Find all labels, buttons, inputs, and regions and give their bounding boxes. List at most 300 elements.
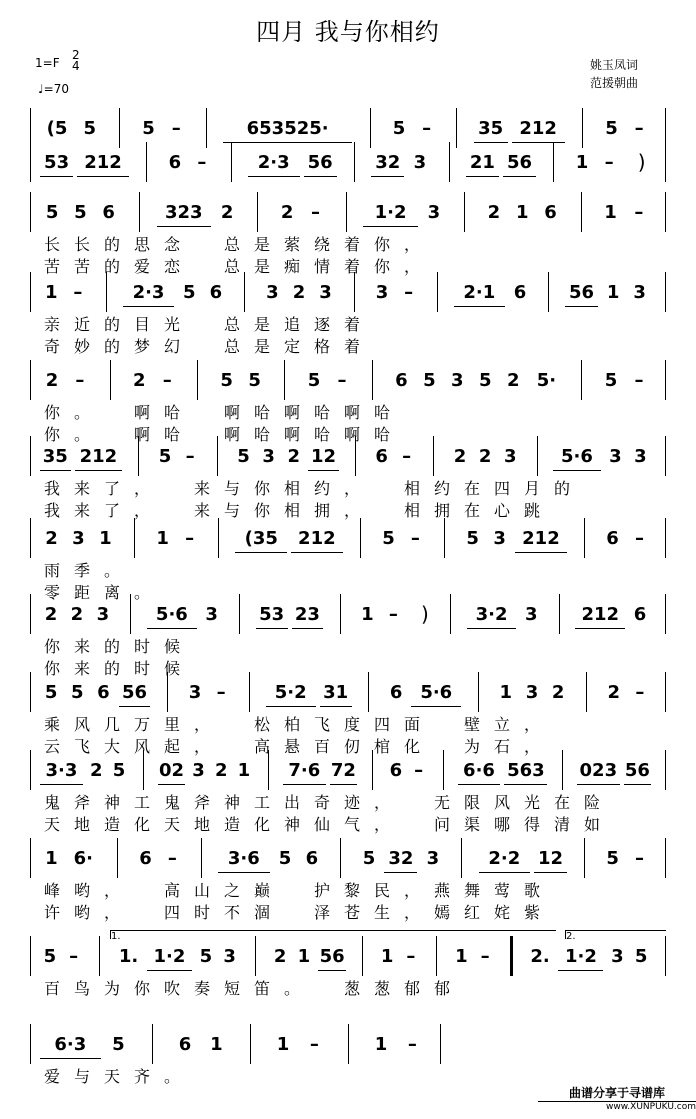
note-group: 5 bbox=[70, 682, 84, 703]
note-group: 1 bbox=[99, 528, 112, 549]
note-group: 3 bbox=[525, 682, 539, 703]
lyric-char: 的 bbox=[103, 659, 120, 678]
barline bbox=[206, 108, 207, 148]
note-group: 5 bbox=[423, 370, 436, 391]
note-group: 5 bbox=[43, 946, 57, 967]
barline bbox=[461, 838, 462, 878]
beam-underline bbox=[157, 226, 211, 227]
lyric-char: ， bbox=[343, 501, 360, 520]
note-group: 2 bbox=[220, 202, 234, 223]
lyric-char: 是 bbox=[253, 235, 270, 254]
note-group: 6 bbox=[633, 604, 647, 625]
barline bbox=[436, 936, 437, 976]
barline bbox=[134, 518, 135, 558]
note-group: – bbox=[635, 528, 644, 549]
beam-underline bbox=[466, 176, 499, 177]
lyric-char: 哈 bbox=[313, 403, 330, 422]
lyric-char: 的 bbox=[103, 257, 120, 276]
lyric-char: ， bbox=[373, 793, 390, 812]
note-group: 3 bbox=[493, 528, 506, 549]
note-group: 1 bbox=[237, 760, 251, 781]
lyric-char: 百 bbox=[313, 737, 330, 756]
lyric-char: 啊 bbox=[133, 403, 150, 422]
song-title: 四月 我与你相约 bbox=[256, 18, 440, 46]
barline bbox=[201, 838, 202, 878]
lyric-line-2 bbox=[0, 334, 696, 356]
lyric-char: 距 bbox=[73, 583, 90, 602]
barline bbox=[582, 108, 583, 148]
barline bbox=[372, 750, 373, 790]
lyric-line-1 bbox=[0, 232, 696, 254]
barline bbox=[355, 436, 356, 476]
lyric-char: 来 bbox=[73, 479, 90, 498]
lyric-char: ， bbox=[523, 715, 540, 734]
lyric-char: 葱 bbox=[343, 979, 360, 998]
note-group: 6 bbox=[102, 202, 115, 223]
time-signature bbox=[72, 50, 80, 72]
note-group: 23 bbox=[294, 604, 320, 625]
lyric-char: 山 bbox=[193, 881, 210, 900]
barline bbox=[250, 1024, 251, 1064]
barline bbox=[665, 360, 666, 400]
lyric-char: 幻 bbox=[163, 337, 180, 356]
lyric-char: 长 bbox=[73, 235, 90, 254]
lyric-char: 短 bbox=[223, 979, 240, 998]
note-group: 7·6 bbox=[288, 760, 321, 781]
lyric-char: 你 bbox=[43, 403, 60, 422]
lyric-char: ， bbox=[403, 881, 420, 900]
lyric-char: 你 bbox=[253, 501, 270, 520]
beam-underline bbox=[512, 142, 565, 143]
note-group: 6 bbox=[389, 760, 403, 781]
beam-underline bbox=[291, 552, 343, 553]
lyric-char: 是 bbox=[253, 337, 270, 356]
barline bbox=[340, 838, 341, 878]
note-group: 3·6 bbox=[227, 848, 260, 869]
lyric-char: ， bbox=[403, 257, 420, 276]
beam-underline bbox=[256, 628, 288, 629]
note-group: 6· bbox=[73, 848, 94, 869]
barline bbox=[433, 436, 434, 476]
note-group: 6 bbox=[513, 282, 527, 303]
lyric-char: 柏 bbox=[283, 715, 300, 734]
lyric-char: 不 bbox=[223, 903, 240, 922]
note-group: 1. bbox=[118, 946, 139, 967]
lyric-char: 里 bbox=[163, 715, 180, 734]
lyric-char: 心 bbox=[493, 501, 510, 520]
note-group: 5 bbox=[112, 1034, 125, 1055]
note-group: – bbox=[406, 946, 416, 967]
barline bbox=[30, 672, 31, 712]
lyric-char: 仞 bbox=[343, 737, 360, 756]
note-group: – bbox=[410, 528, 420, 549]
lyric-line-1 bbox=[0, 558, 696, 580]
barline bbox=[30, 750, 31, 790]
lyric-line-2 bbox=[0, 812, 696, 834]
note-group: 2 bbox=[45, 528, 58, 549]
lyric-char: 苦 bbox=[43, 257, 60, 276]
barline bbox=[197, 360, 198, 400]
beam-underline bbox=[320, 706, 352, 707]
lyric-char: 候 bbox=[163, 637, 180, 656]
note-group: (5 bbox=[46, 118, 68, 139]
lyric-char: 啊 bbox=[343, 403, 360, 422]
lyric-char: 乘 bbox=[43, 715, 60, 734]
note-group: 2. bbox=[530, 946, 550, 967]
lyric-char: 着 bbox=[343, 337, 360, 356]
lyric-char: ， bbox=[373, 815, 390, 834]
lyric-char: 无 bbox=[433, 793, 450, 812]
beam-underline bbox=[330, 784, 357, 785]
lyric-line-2 bbox=[0, 422, 696, 444]
lyric-char: 相 bbox=[283, 501, 300, 520]
note-group: – bbox=[422, 118, 432, 139]
lyric-char: 梦 bbox=[133, 337, 150, 356]
note-group: 21 bbox=[469, 152, 495, 173]
barline bbox=[665, 838, 666, 878]
note-group: 5 bbox=[44, 682, 58, 703]
lyric-char: 巅 bbox=[253, 881, 270, 900]
lyric-char: 郁 bbox=[403, 979, 420, 998]
barline bbox=[138, 436, 139, 476]
lyric-line-2 bbox=[0, 656, 696, 678]
note-group: – bbox=[634, 118, 644, 139]
barline bbox=[437, 272, 438, 312]
barline bbox=[30, 838, 31, 878]
note-group: 35 bbox=[42, 446, 68, 467]
notation-row bbox=[0, 946, 696, 970]
lyric-char: ， bbox=[403, 903, 420, 922]
lyric-line-1 bbox=[0, 312, 696, 334]
note-group: 5 bbox=[604, 370, 618, 391]
note-group: 2 bbox=[280, 202, 294, 223]
lyric-char: 约 bbox=[433, 479, 450, 498]
note-group: 1 bbox=[455, 946, 468, 967]
note-group: 212 bbox=[519, 118, 557, 139]
lyric-char: 你 bbox=[253, 479, 270, 498]
lyric-char: 棺 bbox=[373, 737, 390, 756]
barline bbox=[30, 360, 31, 400]
beam-underline bbox=[77, 176, 129, 177]
note-group: 2 bbox=[45, 370, 59, 391]
beam-underline bbox=[318, 970, 347, 971]
note-group: 3 bbox=[426, 848, 440, 869]
barline bbox=[370, 108, 371, 148]
lyric-char: 工 bbox=[253, 793, 270, 812]
lyric-char: 定 bbox=[283, 337, 300, 356]
note-group: 3·3 bbox=[45, 760, 78, 781]
lyric-char: 松 bbox=[253, 715, 270, 734]
beam-underline bbox=[147, 970, 192, 971]
lyric-char: 情 bbox=[313, 257, 330, 276]
lyric-char: 的 bbox=[103, 315, 120, 334]
lyric-char: ， bbox=[193, 715, 210, 734]
notation-row bbox=[0, 528, 696, 552]
footer-site-name: 曲谱分享于寻谱库 bbox=[568, 1086, 665, 1100]
notation-row bbox=[0, 682, 696, 706]
lyric-char: 气 bbox=[343, 815, 360, 834]
barline bbox=[231, 142, 232, 182]
barline bbox=[456, 108, 457, 148]
barline bbox=[30, 192, 31, 232]
lyric-line-1 bbox=[0, 476, 696, 498]
note-group: 6 bbox=[389, 682, 403, 703]
beam-underline bbox=[575, 628, 625, 629]
note-group: 2 bbox=[273, 946, 287, 967]
lyric-char: 约 bbox=[313, 479, 330, 498]
lyric-char: 舞 bbox=[463, 881, 480, 900]
barline bbox=[537, 436, 538, 476]
lyric-line-2 bbox=[0, 254, 696, 276]
tempo-value: =70 bbox=[43, 82, 69, 96]
lyric-char: 仙 bbox=[313, 815, 330, 834]
note-group: 5 bbox=[382, 528, 395, 549]
note-group: 5 bbox=[634, 946, 648, 967]
beam-underline bbox=[158, 784, 185, 785]
lyric-char: 我 bbox=[43, 479, 60, 498]
beam-underline bbox=[147, 628, 197, 629]
lyric-char: 逐 bbox=[313, 315, 330, 334]
beam-underline bbox=[371, 176, 404, 177]
note-group: 5 bbox=[392, 118, 406, 139]
lyric-char: 迹 bbox=[343, 793, 360, 812]
notation-row: 53 212 6 – 2·3 56 32 3 21 56 1 – ) bbox=[0, 152, 696, 176]
beam-underline bbox=[503, 176, 536, 177]
lyric-char: 民 bbox=[373, 881, 390, 900]
barline bbox=[139, 192, 140, 232]
lyric-char: 离 bbox=[103, 583, 120, 602]
volta-ending-2: 2. bbox=[565, 930, 666, 939]
beam-underline bbox=[75, 470, 123, 471]
footer-url: www.XUNPUKU.com bbox=[538, 1101, 696, 1112]
lyric-line-1 bbox=[0, 976, 696, 998]
lyric-char: 奇 bbox=[313, 793, 330, 812]
note-group: – bbox=[216, 682, 226, 703]
note-group: 3 bbox=[72, 528, 85, 549]
note-group: 5 bbox=[182, 282, 196, 303]
footer-watermark bbox=[538, 1084, 696, 1119]
lyric-char: 。 bbox=[73, 403, 90, 422]
lyric-char: 萦 bbox=[283, 235, 300, 254]
lyric-char: 姹 bbox=[493, 903, 510, 922]
lyric-char: 时 bbox=[133, 637, 150, 656]
notation-row bbox=[0, 370, 696, 394]
barline bbox=[562, 750, 563, 790]
note-group: 3 bbox=[609, 446, 622, 467]
barline bbox=[665, 936, 666, 976]
note-group: 3 bbox=[375, 282, 389, 303]
lyric-char: ， bbox=[193, 737, 210, 756]
note-group: 5 bbox=[606, 848, 619, 869]
lyric-char: 笛 bbox=[253, 979, 270, 998]
beam-underline bbox=[454, 306, 505, 307]
lyric-char: 歌 bbox=[523, 881, 540, 900]
note-group: 6 bbox=[395, 370, 408, 391]
barline bbox=[581, 360, 582, 400]
lyric-char: 痴 bbox=[283, 257, 300, 276]
note-group: 1 bbox=[515, 202, 529, 223]
note-group: 53 bbox=[259, 604, 285, 625]
note-group: 212 bbox=[84, 152, 122, 173]
lyric-char: 莺 bbox=[493, 881, 510, 900]
note-group: – bbox=[407, 1034, 417, 1055]
note-group: 5 bbox=[248, 370, 261, 391]
barline bbox=[143, 750, 144, 790]
lyric-char: 哈 bbox=[313, 425, 330, 444]
note-group: 3 bbox=[205, 604, 218, 625]
lyric-char: 哈 bbox=[253, 403, 270, 422]
lyric-line-1 bbox=[0, 878, 696, 900]
barline bbox=[146, 142, 147, 182]
note-group: 1·2 bbox=[374, 202, 407, 223]
lyric-line-1 bbox=[0, 790, 696, 812]
note-group: 3 bbox=[223, 946, 236, 967]
lyric-char: 绕 bbox=[313, 235, 330, 254]
lyric-char: 光 bbox=[163, 315, 180, 334]
note-group: 5·2 bbox=[274, 682, 307, 703]
beam-underline bbox=[40, 1058, 101, 1059]
lyric-char: ， bbox=[133, 501, 150, 520]
lyric-char: 了 bbox=[103, 479, 120, 498]
lyric-char: 在 bbox=[463, 501, 480, 520]
lyric-line-1 bbox=[0, 1064, 696, 1086]
barline bbox=[362, 936, 363, 976]
lyric-char: 斧 bbox=[193, 793, 210, 812]
beam-underline bbox=[292, 628, 324, 629]
note-group: 1 bbox=[297, 946, 311, 967]
lyric-char: 苦 bbox=[73, 257, 90, 276]
note-group: 1 bbox=[156, 528, 169, 549]
lyric-char: 思 bbox=[133, 235, 150, 254]
lyric-char: 你 bbox=[373, 235, 390, 254]
note-group: 5 bbox=[605, 118, 618, 139]
lyric-line-2 bbox=[0, 580, 696, 602]
note-group: 3 bbox=[192, 760, 205, 781]
note-group: 212 bbox=[79, 446, 118, 467]
note-group: 2 bbox=[478, 446, 492, 467]
note-group: 31 bbox=[323, 682, 349, 703]
note-group: – bbox=[634, 370, 644, 391]
lyric-char: 恋 bbox=[163, 257, 180, 276]
note-group: 1 bbox=[45, 282, 58, 303]
barline bbox=[478, 672, 479, 712]
composer: 范援朝曲 bbox=[590, 76, 639, 90]
note-group: 6 bbox=[606, 528, 619, 549]
lyric-char: 追 bbox=[283, 315, 300, 334]
lyric-char: 哈 bbox=[163, 403, 180, 422]
note-group: – bbox=[171, 118, 181, 139]
barline bbox=[449, 142, 450, 182]
note-group: 6 bbox=[178, 1034, 192, 1055]
lyric-char: 光 bbox=[523, 793, 540, 812]
note-group: – bbox=[185, 528, 195, 549]
lyric-char: 啊 bbox=[283, 403, 300, 422]
note-group: 2·3 bbox=[257, 152, 290, 173]
note-group: 2 bbox=[70, 604, 84, 625]
beam-underline bbox=[235, 552, 287, 553]
lyric-char: 郁 bbox=[433, 979, 450, 998]
barline bbox=[360, 518, 361, 558]
barline bbox=[30, 142, 31, 182]
lyric-char: 的 bbox=[103, 337, 120, 356]
note-group: 5 bbox=[278, 848, 292, 869]
lyric-char: 的 bbox=[553, 479, 570, 498]
note-group: 3 bbox=[413, 152, 427, 173]
note-group: 32 bbox=[388, 848, 414, 869]
lyric-char: 哪 bbox=[493, 815, 510, 834]
lyric-char: 总 bbox=[223, 315, 240, 334]
note-group: 2 bbox=[214, 760, 228, 781]
barline bbox=[348, 1024, 349, 1064]
lyric-char: 哟 bbox=[73, 881, 90, 900]
lyric-char: 爱 bbox=[133, 257, 150, 276]
note-group: 1 bbox=[374, 1034, 388, 1055]
lyric-char: 哈 bbox=[373, 403, 390, 422]
lyric-line-2 bbox=[0, 734, 696, 756]
note-group: 6·3 bbox=[54, 1034, 87, 1055]
note-group: 212 bbox=[522, 528, 560, 549]
note-group: – bbox=[310, 202, 320, 223]
lyric-char: 我 bbox=[43, 501, 60, 520]
barline bbox=[584, 518, 585, 558]
note-group: 72 bbox=[330, 760, 356, 781]
note-group: 2 bbox=[487, 202, 501, 223]
lyric-char: 哈 bbox=[163, 425, 180, 444]
key-signature bbox=[35, 56, 60, 70]
barline bbox=[581, 192, 582, 232]
lyric-char: ， bbox=[103, 903, 120, 922]
lyric-char: 限 bbox=[463, 793, 480, 812]
barline bbox=[450, 594, 451, 634]
lyric-char: 相 bbox=[403, 479, 420, 498]
barline bbox=[548, 272, 549, 312]
note-group: 6 bbox=[97, 682, 110, 703]
barline bbox=[665, 272, 666, 312]
note-group: 1 bbox=[606, 282, 620, 303]
lyric-char: 四 bbox=[163, 903, 180, 922]
barline bbox=[244, 272, 245, 312]
lyric-char: 来 bbox=[73, 637, 90, 656]
barline bbox=[30, 272, 31, 312]
lyric-char: 亲 bbox=[43, 315, 60, 334]
lyric-char: 哈 bbox=[253, 425, 270, 444]
beam-underline bbox=[534, 872, 567, 873]
lyric-char: 鸟 bbox=[73, 979, 90, 998]
note-group: 6 bbox=[139, 848, 152, 869]
lyric-char: 爱 bbox=[43, 1067, 60, 1086]
barline bbox=[665, 518, 666, 558]
lyric-char: 飞 bbox=[313, 715, 330, 734]
barline bbox=[30, 518, 31, 558]
lyric-char: 齐 bbox=[133, 1067, 150, 1086]
barline bbox=[255, 936, 256, 976]
note-group: – bbox=[634, 202, 644, 223]
lyric-char: 百 bbox=[43, 979, 60, 998]
lyric-line-2 bbox=[0, 900, 696, 922]
lyric-char: 立 bbox=[493, 715, 510, 734]
note-group: 2 bbox=[292, 282, 306, 303]
barline bbox=[584, 838, 585, 878]
notation-row: 2 2 3 5·6 3 53 23 1 – ) 3·2 3 212 6 bbox=[0, 604, 696, 628]
note-group: 1·2 bbox=[153, 946, 186, 967]
note-group: 1 bbox=[604, 202, 617, 223]
lyricist: 姚玉凤词 bbox=[590, 58, 639, 72]
barline bbox=[239, 594, 240, 634]
barline bbox=[665, 672, 666, 712]
notation-row bbox=[0, 282, 696, 306]
beam-underline bbox=[467, 628, 517, 629]
note-group: – bbox=[69, 946, 79, 967]
